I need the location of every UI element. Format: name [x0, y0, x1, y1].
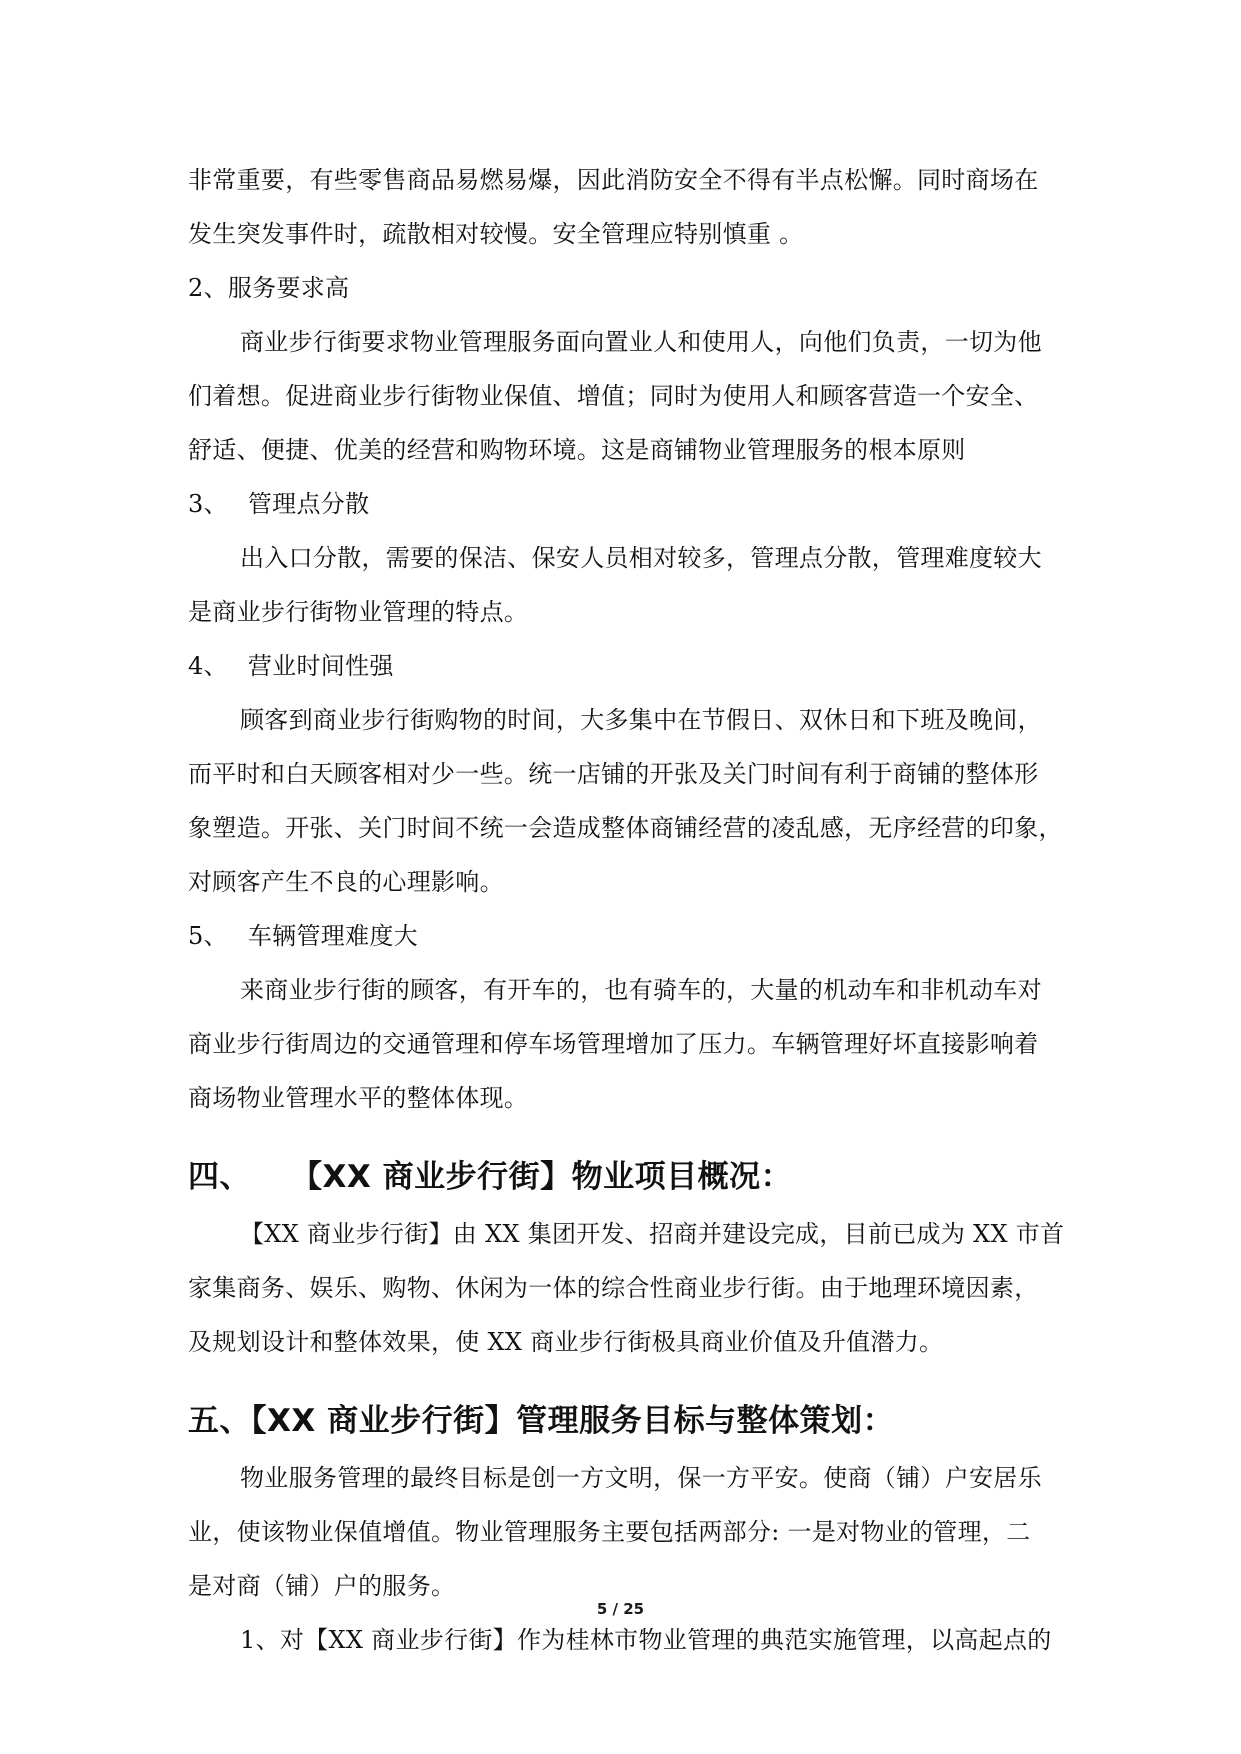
- list-item-title: 管理点分散: [247, 490, 370, 518]
- list-item-heading: [188, 477, 1068, 531]
- body-line: 发生突发事件时，疏散相对较慢。安全管理应特别慎重 。: [188, 220, 804, 248]
- body-line: 是对商（铺）户的服务。: [188, 1572, 456, 1600]
- body-line: 1、对【XX 商业步行街】作为桂林市物业管理的典范实施管理，以高起点的: [240, 1626, 1052, 1654]
- body-line: 及规划设计和整体效果，使 XX 商业步行街极具商业价值及升值潜力。: [188, 1328, 944, 1356]
- section-heading-5: 五、【XX 商业步行街】管理服务目标与整体策划：: [188, 1403, 895, 1439]
- list-item-heading: [188, 909, 1068, 963]
- page-content: [188, 153, 1068, 1667]
- body-line: 【XX 商业步行街】由 XX 集团开发、招商并建设完成，目前已成为 XX 市首: [240, 1220, 1065, 1248]
- body-line: 来商业步行街的顾客，有开车的，也有骑车的，大量的机动车和非机动车对: [240, 976, 1042, 1004]
- body-line: 家集商务、娱乐、购物、休闲为一体的综合性商业步行街。由于地理环境因素，: [188, 1274, 1039, 1302]
- list-item-heading: [188, 639, 1068, 693]
- list-item-title: 服务要求高: [227, 274, 350, 302]
- list-item-number: 5、: [188, 922, 228, 950]
- section-number: 四、: [188, 1159, 251, 1195]
- section-heading-4: [188, 1147, 1068, 1207]
- body-line: 是商业步行街物业管理的特点。: [188, 598, 529, 626]
- list-item-title: 营业时间性强: [247, 652, 394, 680]
- list-item-heading: [188, 261, 1068, 315]
- body-line: 对顾客产生不良的心理影响。: [188, 868, 504, 896]
- body-line: 舒适、便捷、优美的经营和购物环境。这是商铺物业管理服务的根本原则: [188, 436, 966, 464]
- body-line: 出入口分散，需要的保洁、保安人员相对较多，管理点分散，管理难度较大: [240, 544, 1042, 572]
- page-number: 5 / 25: [596, 1600, 645, 1618]
- list-item-number: 4、: [188, 652, 228, 680]
- list-item-number: 3、: [188, 490, 228, 518]
- section-title: 【XX 商业步行街】物业项目概况：: [291, 1159, 793, 1195]
- list-item-title: 车辆管理难度大: [247, 922, 418, 950]
- body-line: 顾客到商业步行街购物的时间，大多集中在节假日、双休日和下班及晚间，: [240, 706, 1042, 734]
- body-line: 商业步行街周边的交通管理和停车场管理增加了压力。车辆管理好坏直接影响着: [188, 1030, 1039, 1058]
- body-line: 业，使该物业保值增值。物业管理服务主要包括两部分: 一是对物业的管理，二: [188, 1518, 1031, 1546]
- body-line: 物业服务管理的最终目标是创一方文明，保一方平安。使商（铺）户安居乐: [240, 1464, 1042, 1492]
- list-item-number: 2、: [188, 274, 228, 302]
- body-line: 非常重要，有些零售商品易燃易爆，因此消防安全不得有半点松懈。同时商场在: [188, 166, 1039, 194]
- body-line: 商业步行街要求物业管理服务面向置业人和使用人，向他们负责，一切为他: [240, 328, 1042, 356]
- body-line: 象塑造。开张、关门时间不统一会造成整体商铺经营的凌乱感，无序经营的印象，: [188, 814, 1063, 842]
- body-line: 们着想。促进商业步行街物业保值、增值；同时为使用人和顾客营造一个安全、: [188, 382, 1039, 410]
- body-line: 商场物业管理水平的整体体现。: [188, 1084, 529, 1112]
- body-line: 而平时和白天顾客相对少一些。统一店铺的开张及关门时间有利于商铺的整体形: [188, 760, 1039, 788]
